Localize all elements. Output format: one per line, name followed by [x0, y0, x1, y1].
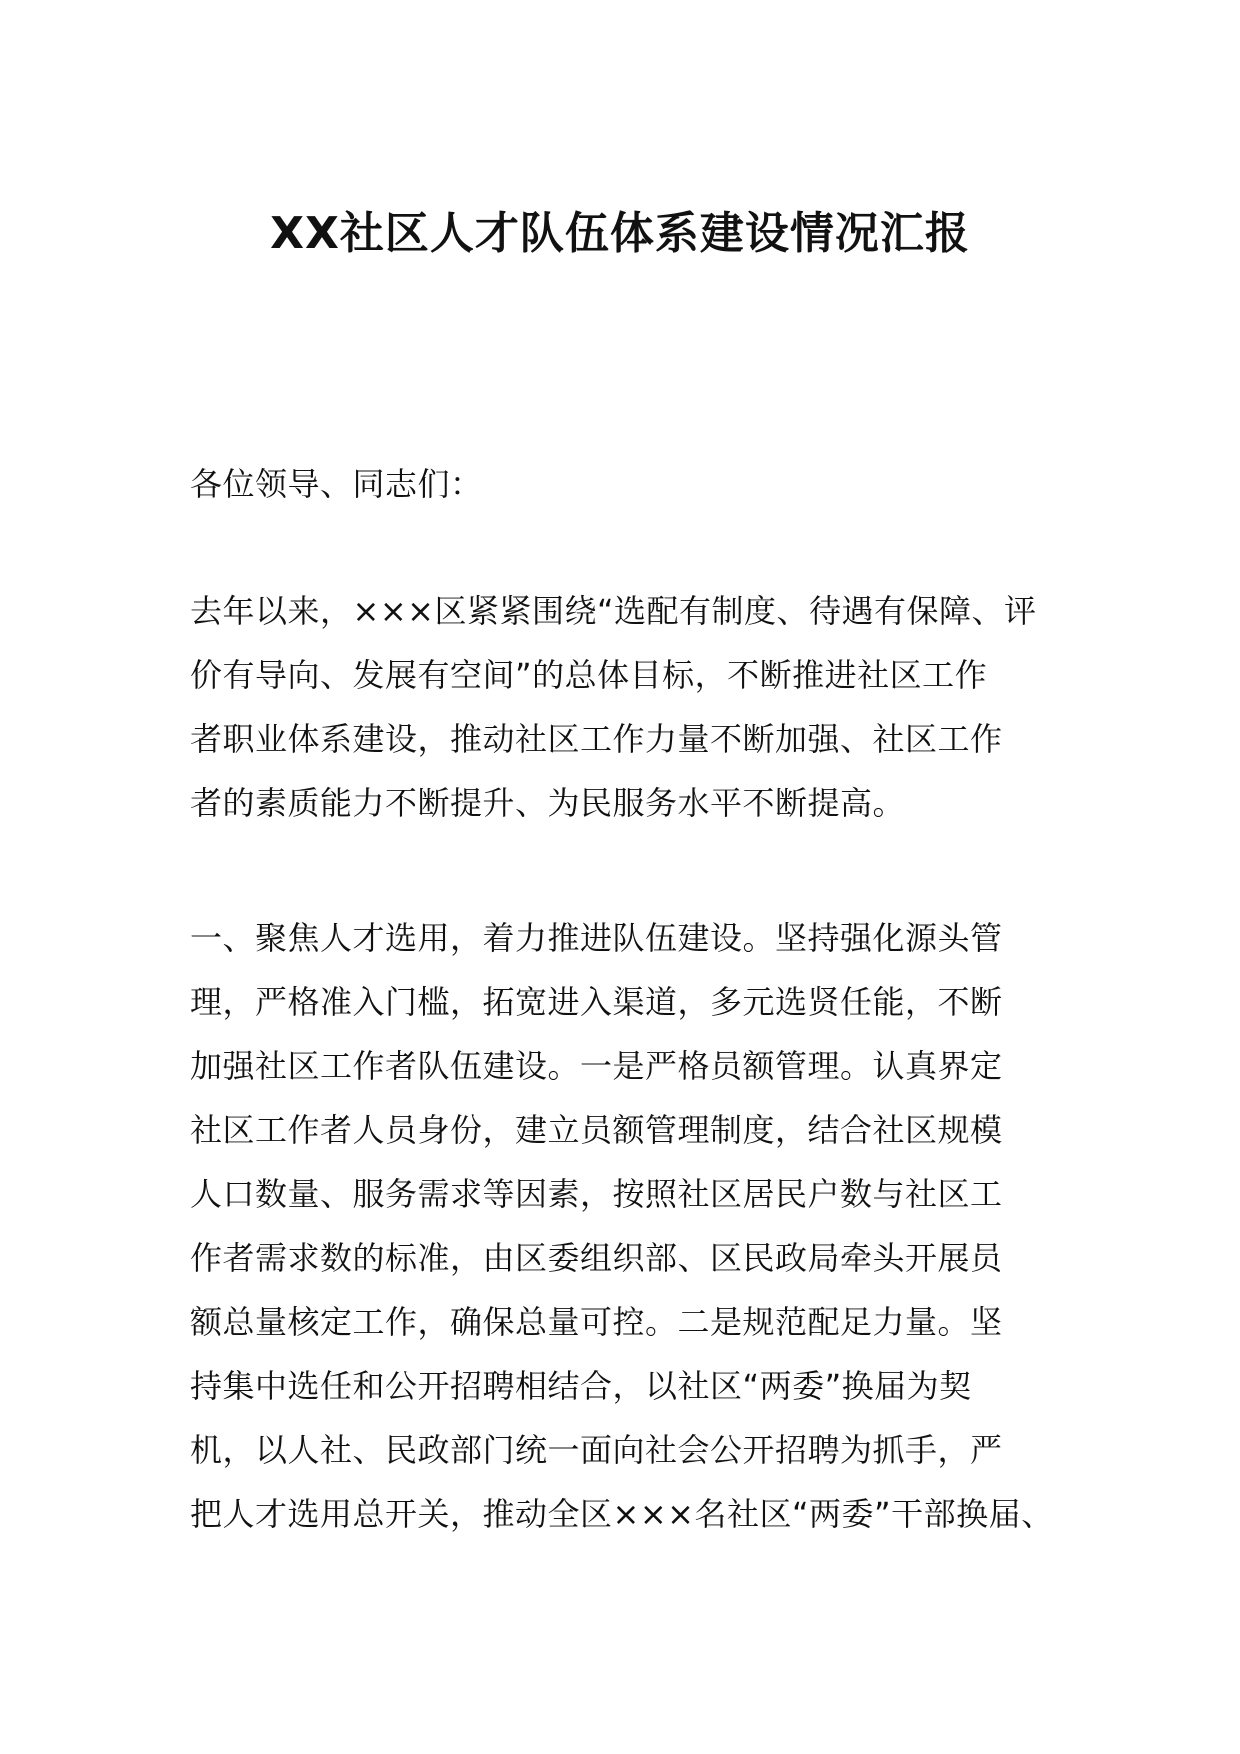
paragraph-line: 把人才选用总开关，推动全区×××名社区“两委”干部换届、 — [190, 1495, 1054, 1533]
paragraph-section-one — [190, 906, 1060, 1546]
paragraph-line: 额总量核定工作，确保总量可控。二是规范配足力量。坚 — [190, 1303, 1003, 1341]
paragraph-line: 人口数量、服务需求等因素，按照社区居民户数与社区工 — [190, 1175, 1003, 1213]
paragraph-line: 去年以来，×××区紧紧围绕“选配有制度、待遇有保障、评 — [190, 592, 1037, 630]
paragraph-line: 加强社区工作者队伍建设。一是严格员额管理。认真界定 — [190, 1047, 1003, 1085]
paragraph-line: 者职业体系建设，推动社区工作力量不断加强、社区工作 — [190, 720, 1003, 758]
paragraph-line: 作者需求数的标准，由区委组织部、区民政局牵头开展员 — [190, 1239, 1003, 1277]
paragraph-line: 理，严格准入门槛，拓宽进入渠道，多元选贤任能，不断 — [190, 983, 1003, 1021]
paragraph-line: 价有导向、发展有空间”的总体目标，不断推进社区工作 — [190, 656, 988, 694]
paragraph-line: 持集中选任和公开招聘相结合，以社区“两委”换届为契 — [190, 1367, 972, 1405]
document-title: XX社区人才队伍体系建设情况汇报 — [270, 208, 970, 259]
paragraph-line: 社区工作者人员身份，建立员额管理制度，结合社区规模 — [190, 1111, 1003, 1149]
paragraph-line: 机，以人社、民政部门统一面向社会公开招聘为抓手，严 — [190, 1431, 1003, 1469]
salutation — [190, 452, 1060, 516]
salutation-line: 各位领导、同志们： — [190, 465, 483, 503]
paragraph-line: 者的素质能力不断提升、为民服务水平不断提高。 — [190, 784, 906, 822]
paragraph-line: 一、聚焦人才选用，着力推进队伍建设。坚持强化源头管 — [190, 919, 1003, 957]
paragraph-intro — [190, 579, 1060, 835]
